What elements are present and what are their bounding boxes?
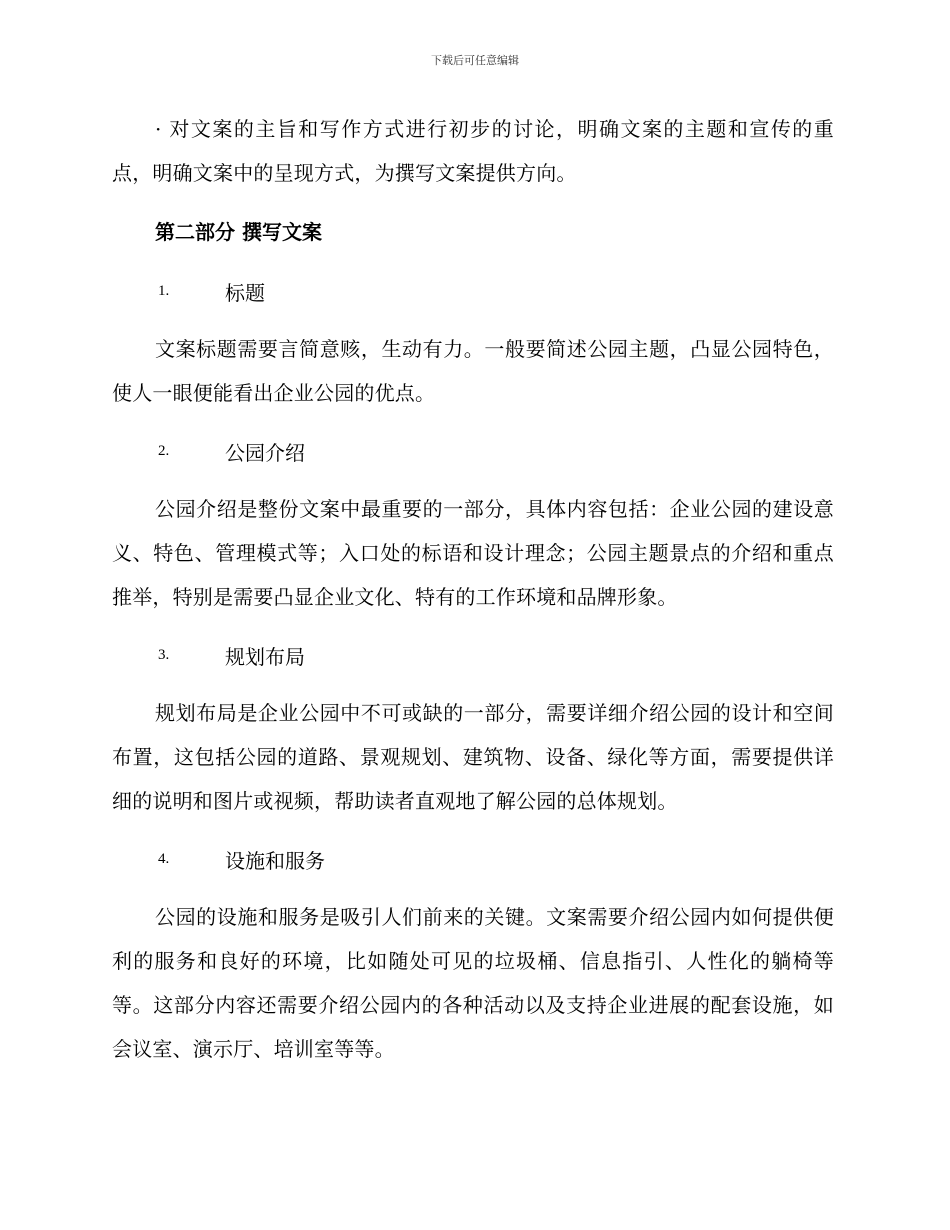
item-3-paragraph: 规划布局是企业公园中不可或缺的一部分，需要详细介绍公园的设计和空间布置，这包括公园的道路、景观规划、建筑物、设备、绿化等方面，需要提供详细的说明和图片或视频，帮助读者直观地了解公园的总体规划。 bbox=[112, 701, 834, 813]
list-label: 设施和服务 bbox=[225, 848, 325, 873]
document-content bbox=[112, 107, 834, 1085]
item-4-paragraph: 公园的设施和服务是吸引人们前来的关键。文案需要介绍公园内如何提供便利的服务和良好的环境，比如随处可见的垃圾桶、信息指引、人性化的躺椅等等。这部分内容还需要介绍公园内的各种活动以及支持企业进展的配套设施，如会议室、演示厅、培训室等等。 bbox=[112, 905, 834, 1061]
list-number: 2. bbox=[158, 442, 170, 459]
item-1-paragraph: 文案标题需要言简意赅，生动有力。一般要简述公园主题，凸显公园特色，使人一眼便能看出企业公园的优点。 bbox=[112, 337, 834, 405]
list-number: 1. bbox=[158, 282, 170, 299]
intro-paragraph: · 对文案的主旨和写作方式进行初步的讨论，明确文案的主题和宣传的重点，明确文案中的呈现方式，为撰写文案提供方向。 bbox=[112, 117, 834, 185]
list-item-2 bbox=[112, 429, 834, 473]
list-label: 规划布局 bbox=[225, 644, 305, 669]
list-item-1 bbox=[112, 269, 834, 313]
item-2-paragraph: 公园介绍是整份文案中最重要的一部分，具体内容包括：企业公园的建设意义、特色、管理模式等；入口处的标语和设计理念；公园主题景点的介绍和重点推举，特别是需要凸显企业文化、特有的工作环境和品牌形象。 bbox=[112, 497, 834, 609]
page-header: 下载后可任意编辑 bbox=[431, 54, 519, 67]
list-item-4 bbox=[112, 837, 834, 881]
list-number: 4. bbox=[158, 850, 170, 867]
list-item-3 bbox=[112, 633, 834, 677]
list-label: 公园介绍 bbox=[225, 440, 305, 465]
list-number: 3. bbox=[158, 646, 170, 663]
section-title: 第二部分 撰写文案 bbox=[155, 220, 322, 244]
list-label: 标题 bbox=[225, 280, 265, 305]
